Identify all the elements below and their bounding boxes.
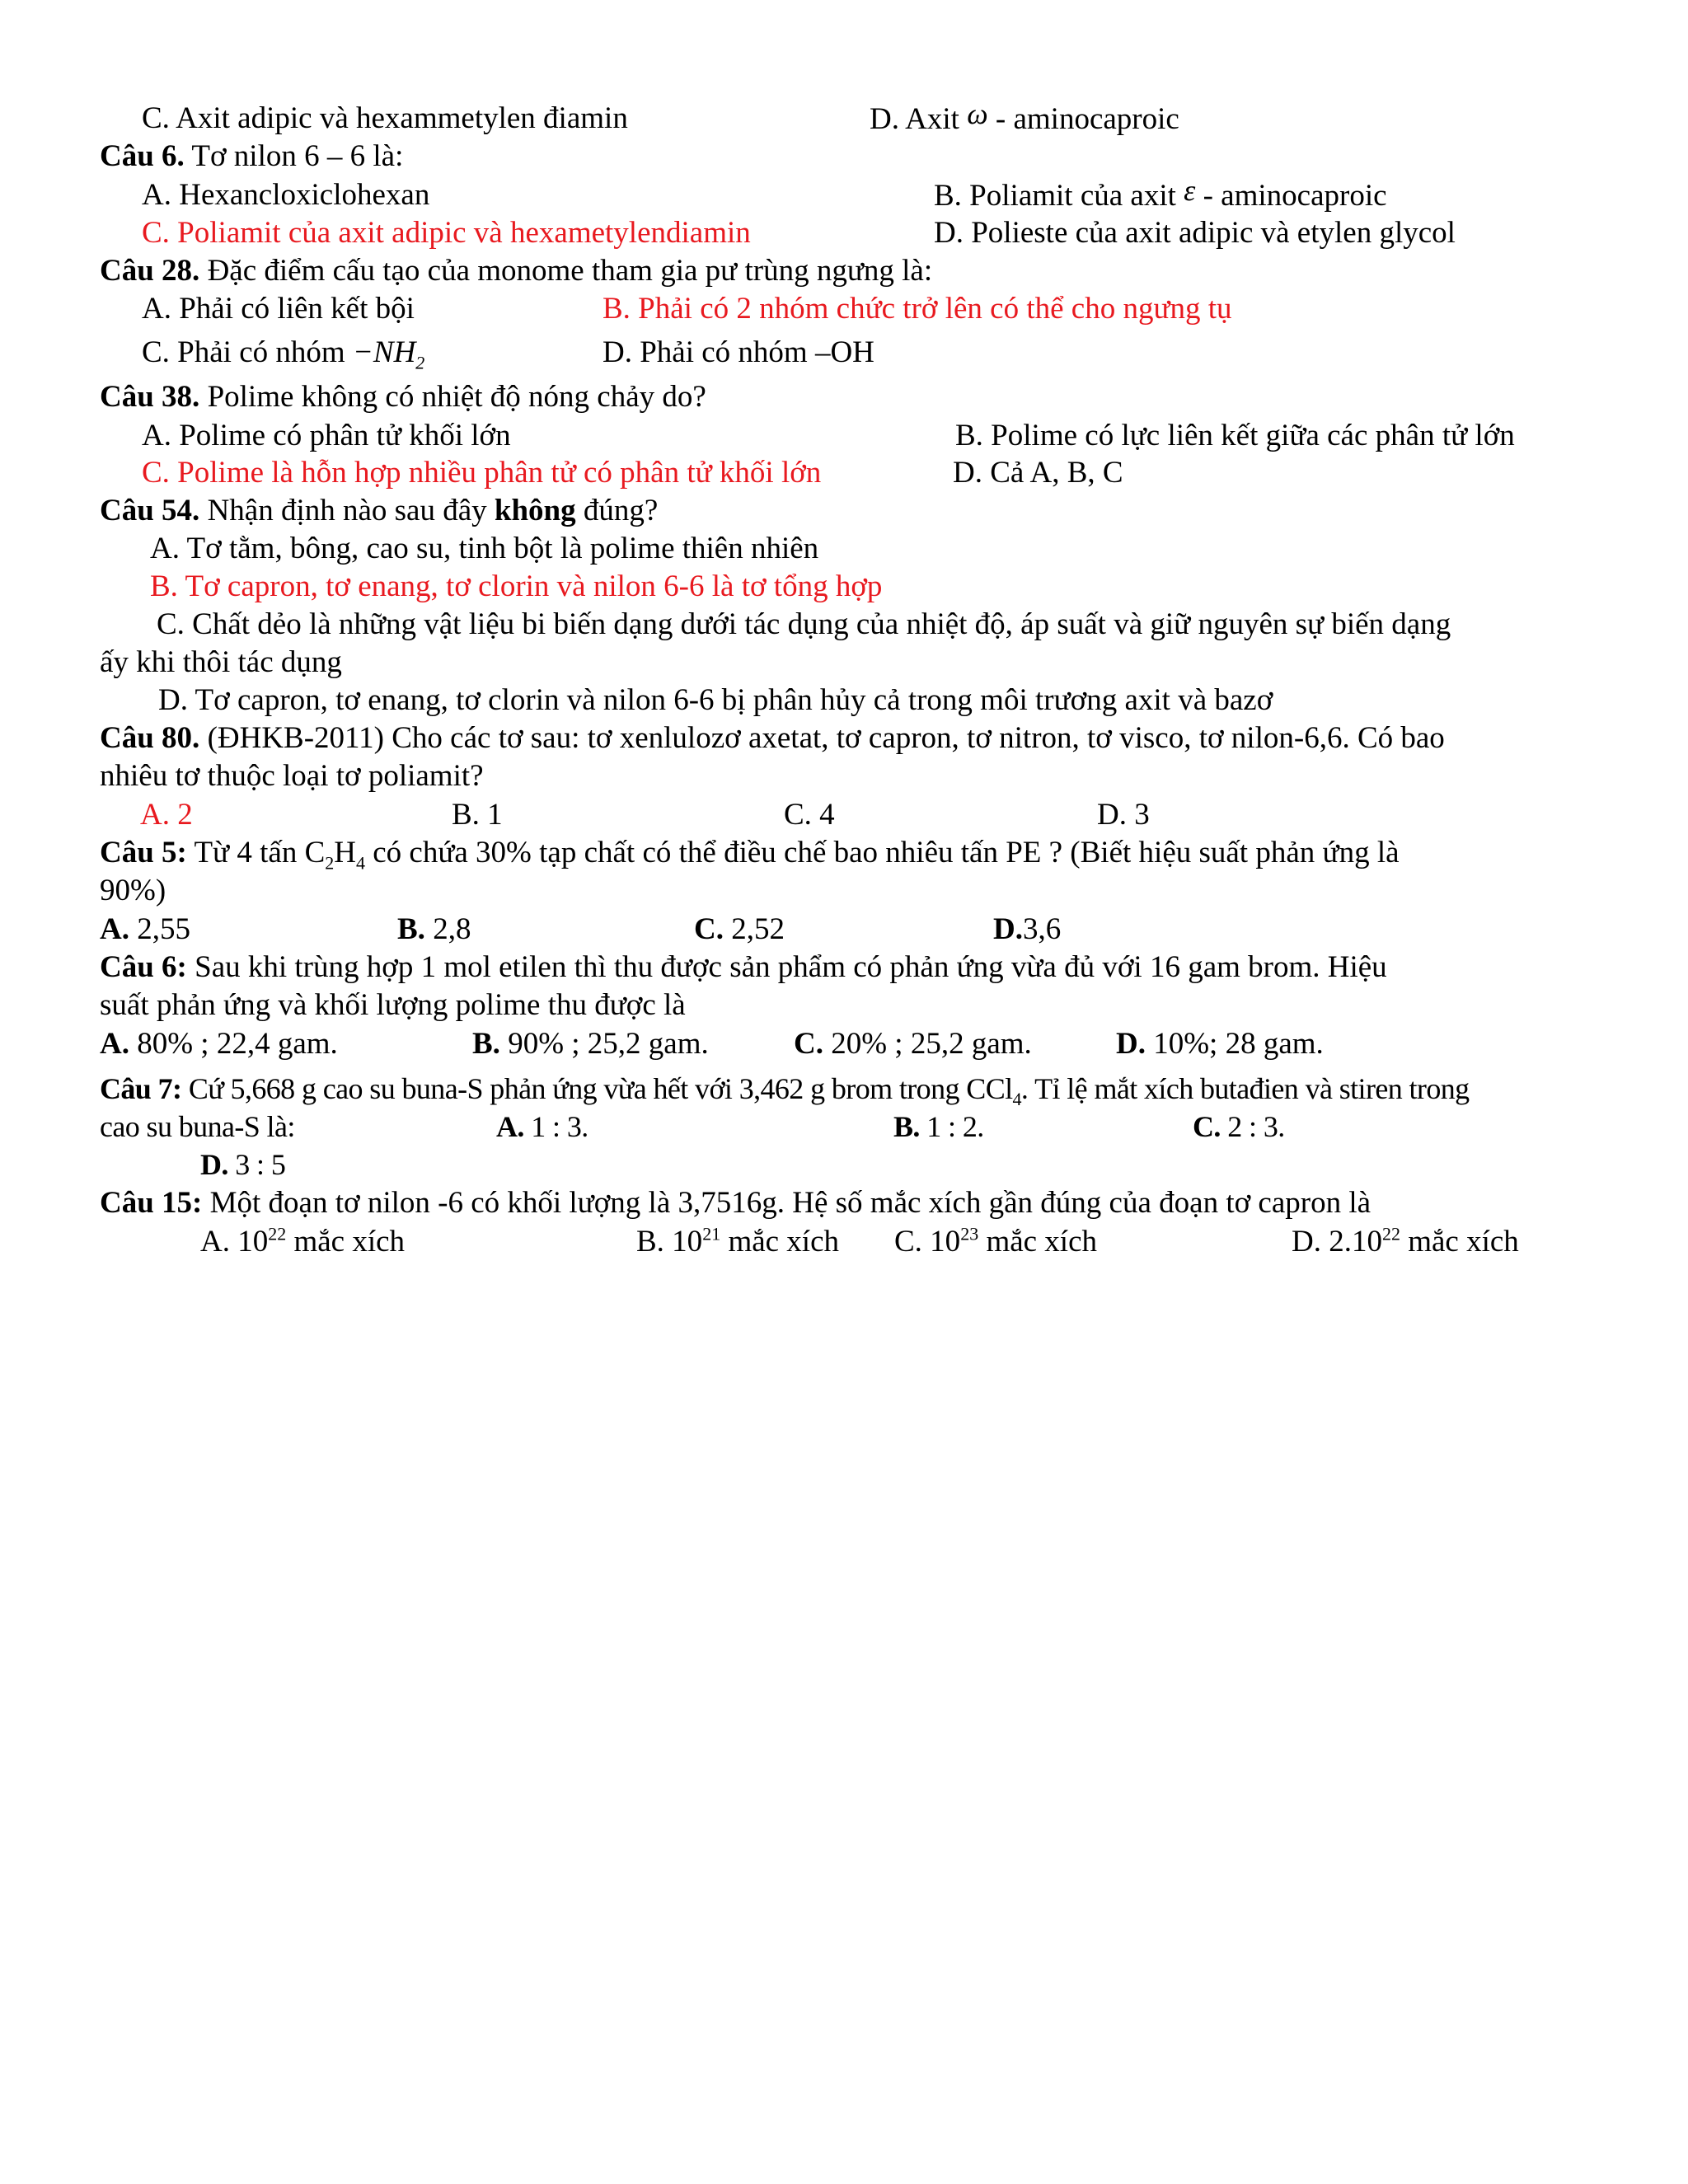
option-a: A. 1 : 3. [496,1110,588,1143]
question-options [0,290,1688,328]
question-stem-continued: cao su buna-S là: [100,1110,295,1143]
option-b-correct: B. Phải có 2 nhóm chức trở lên có thể cho ngưng tụ [603,292,1232,326]
question-stem: Câu 54. Nhận định nào sau đây không đúng? [100,494,659,527]
option-c: C. 2,52 [694,912,785,946]
option-c: C. 4 [784,798,835,832]
option-c: C. Axit adipic và hexammetylen điamin [142,101,628,135]
option-d: D. 2.10$^{22}$ mắc xích [1292,1223,1519,1258]
question-options [0,682,1688,719]
question-number: Câu 38. [100,380,200,414]
question-number: Câu 28. [100,254,200,288]
question-number: Câu 54. [100,494,200,527]
question-options [0,214,1688,252]
option-a: A. Tơ tằm, bông, cao su, tinh bột là polime thiên nhiên [150,532,819,565]
question-options [0,334,1688,372]
question-options [0,1108,1688,1146]
option-b-correct: B. Tơ capron, tơ enang, tơ clorin và nilon 6-6 là tơ tổng hợp [150,569,883,603]
question-stem: Câu 80. (ĐHKB-2011) Cho các tơ sau: tơ xenlulozơ axetat, tơ capron, tơ nitron, tơ visco, tơ nilon-6,6. Có bao [100,721,1445,755]
option-d: D. Polieste của axit adipic và etylen glycol [934,216,1456,250]
question-options [0,176,1688,214]
option-d: D. 3 : 5 [200,1148,286,1181]
question-stem: Câu 6: Sau khi trùng hợp 1 mol etilen thì thu được sản phẩm có phản ứng vừa đủ với 16 gam brom. Hiệu [100,950,1387,984]
option-c: C. $10^{23}$ mắc xích [894,1223,1098,1258]
question-options [0,417,1688,455]
question-stem-continued: 90%) [100,874,166,907]
omega-symbol: ω [967,97,988,130]
question-options [0,568,1688,606]
option-b: B. 2,8 [397,912,471,946]
option-c: C. Phải có nhóm $-NH_2$ [142,335,425,373]
option-c-correct: C. Poliamit của axit adipic và hexametylendiamin [142,216,751,250]
question-options [0,1146,1688,1183]
epsilon-symbol: ε [1184,174,1196,207]
option-b: B. 1 [452,798,503,832]
question-options [0,530,1688,568]
question-stem: Câu 28. Đặc điểm cấu tạo của monome tham gia pư trùng ngưng là: [100,254,933,288]
option-b: B. $10^{21}$ mắc xích [636,1223,840,1258]
question-number: Câu 6: [100,950,187,984]
question-number: Câu 6. [100,139,185,173]
option-b: B. 1 : 2. [893,1110,984,1143]
question-stem: Câu 15: Một đoạn tơ nilon -6 có khối lượng là 3,7516g. Hệ số mắc xích gần đúng của đoạn tơ capron là [100,1186,1372,1220]
option-a: A. Phải có liên kết bội [142,292,415,326]
option-a: A. $10^{22}$ mắc xích [200,1223,406,1258]
prev-question-options [0,97,1688,138]
option-d: D. Cả A, B, C [953,456,1123,490]
question-number: Câu 80. [100,721,200,755]
amine-formula: −NH [352,335,416,369]
option-b: B. Polime có lực liên kết giữa các phân tử lớn [955,419,1515,452]
question-stem: Câu 5: Từ 4 tấn $C_2H_4$ có chứa 30% tạp chất có thể điều chế bao nhiêu tấn PE ? (Biết hiệu suất phản ứng là [100,836,1400,874]
option-a: A. Hexancloxiclohexan [142,178,430,212]
question-options [0,796,1688,834]
option-d: D. Tơ capron, tơ enang, tơ clorin và nilon 6-6 bị phân hủy cả trong môi trương axit và bazơ [158,683,1273,717]
option-a-correct: A. 2 [140,798,193,832]
option-d: D. 10%; 28 gam. [1116,1027,1324,1061]
question-options [0,1025,1688,1063]
option-a: A. Polime có phân tử khối lớn [142,419,511,452]
question-number: Câu 7: [100,1072,182,1105]
question-options [0,606,1688,644]
question-options [0,454,1688,492]
question-number: Câu 15: [100,1186,203,1220]
option-c-continued: ấy khi thôi tác dụng [100,645,342,679]
question-options [0,911,1688,949]
option-c-correct: C. Polime là hỗn hợp nhiều phân tử có phân tử khối lớn [142,456,822,490]
option-d: D. Axit ω - aminocaproic [870,97,1179,136]
question-number: Câu 5: [100,836,187,869]
question-stem: Câu 38. Polime không có nhiệt độ nóng chảy do? [100,380,706,414]
question-stem: Câu 6. Tơ nilon 6 – 6 là: [100,139,404,173]
option-c: C. 20% ; 25,2 gam. [794,1027,1032,1061]
question-stem-continued: nhiêu tơ thuộc loại tơ poliamit? [100,759,484,793]
question-stem: Câu 7: Cứ 5,668 g cao su buna-S phản ứng vừa hết với 3,462 g brom trong CCl$_4$. Tỉ lệ mắt xích butađien và stiren trong [100,1072,1470,1110]
option-b: B. Poliamit của axit ε - aminocaproic [934,174,1387,213]
question-stem-continued: suất phản ứng và khối lượng polime thu được là [100,988,686,1022]
question-options [0,644,1688,682]
option-c: C. 2 : 3. [1193,1110,1285,1143]
option-a: A. 2,55 [100,912,190,946]
option-b: B. 90% ; 25,2 gam. [472,1027,709,1061]
option-d: D. Phải có nhóm –OH [603,335,874,369]
option-a: A. 80% ; 22,4 gam. [100,1027,338,1061]
option-d: D. 3 [1097,798,1150,832]
option-c: C. Chất dẻo là những vật liệu bi biến dạng dưới tác dụng của nhiệt độ, áp suất và giữ nguyên sự biến dạng [157,607,1451,641]
option-d: D.3,6 [993,912,1062,946]
question-options [0,1223,1688,1261]
